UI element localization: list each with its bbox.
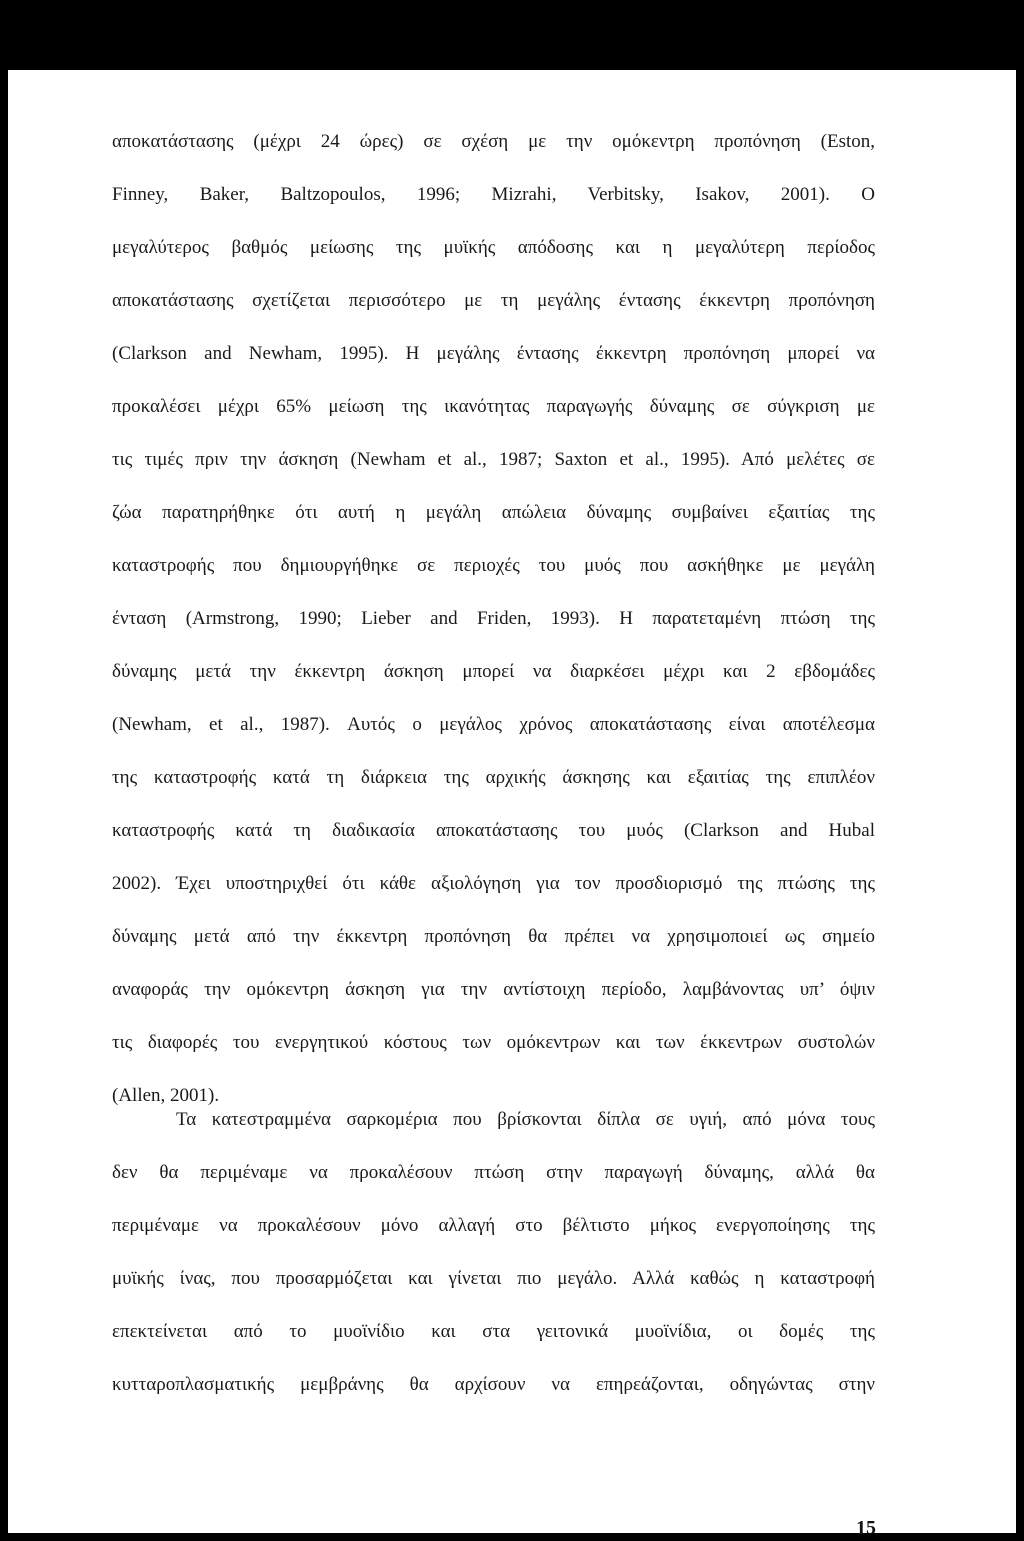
text-line: Τα κατεστραμμένα σαρκομέρια που βρίσκονται δίπλα σε υγιή, από μόνα τους	[176, 1109, 875, 1130]
text-line: τις διαφορές του ενεργητικού κόστους των ομόκεντρων και των έκκεντρων συστολών	[112, 1032, 875, 1053]
text-line: καταστροφής που δημιουργήθηκε σε περιοχές του μυός που ασκήθηκε με μεγάλη	[112, 555, 875, 576]
page-number: 15	[856, 1517, 876, 1539]
text-line: (Clarkson and Newham, 1995). Η μεγάλης έντασης έκκεντρη προπόνηση μπορεί να	[112, 343, 875, 364]
text-line: δεν θα περιμέναμε να προκαλέσουν πτώση στην παραγωγή δύναμης, αλλά θα	[112, 1162, 875, 1183]
text-line: περιμέναμε να προκαλέσουν μόνο αλλαγή στο βέλτιστο μήκος ενεργοποίησης της	[112, 1215, 875, 1236]
text-line: (Allen, 2001).	[112, 1085, 220, 1106]
text-line: καταστροφής κατά τη διαδικασία αποκατάστασης του μυός (Clarkson and Hubal	[112, 820, 875, 841]
text-line: δύναμης μετά από την έκκεντρη προπόνηση θα πρέπει να χρησιμοποιεί ως σημείο	[112, 926, 875, 947]
text-line: προκαλέσει μέχρι 65% μείωση της ικανότητας παραγωγής δύναμης σε σύγκριση με	[112, 396, 875, 417]
text-line: μεγαλύτερος βαθμός μείωσης της μυϊκής απόδοσης και η μεγαλύτερη περίοδος	[112, 237, 875, 258]
text-line: κυτταροπλασματικής μεμβράνης θα αρχίσουν να επηρεάζονται, οδηγώντας στην	[112, 1374, 875, 1395]
text-line: αναφοράς την ομόκεντρη άσκηση για την αντίστοιχη περίοδο, λαμβάνοντας υπ’ όψιν	[112, 979, 875, 1000]
text-line: αποκατάστασης (μέχρι 24 ώρες) σε σχέση με την ομόκεντρη προπόνηση (Eston,	[112, 131, 875, 152]
text-line: της καταστροφής κατά τη διάρκεια της αρχικής άσκησης και εξαιτίας της επιπλέον	[112, 767, 875, 788]
text-line: δύναμης μετά την έκκεντρη άσκηση μπορεί να διαρκέσει μέχρι και 2 εβδομάδες	[112, 661, 875, 682]
text-line: μυϊκής ίνας, που προσαρμόζεται και γίνεται πιο μεγάλο. Αλλά καθώς η καταστροφή	[112, 1268, 875, 1289]
document-page	[8, 70, 1016, 1539]
text-line: επεκτείνεται από το μυοϊνίδιο και στα γειτονικά μυοϊνίδια, οι δομές της	[112, 1321, 875, 1342]
text-line: Finney, Baker, Baltzopoulos, 1996; Mizrahi, Verbitsky, Isakov, 2001). Ο	[112, 184, 875, 205]
text-line: 2002). Έχει υποστηριχθεί ότι κάθε αξιολόγηση για τον προσδιορισμό της πτώσης της	[112, 873, 875, 894]
text-line: τις τιμές πριν την άσκηση (Newham et al., 1987; Saxton et al., 1995). Από μελέτες σε	[112, 449, 875, 470]
text-line: ένταση (Armstrong, 1990; Lieber and Friden, 1993). Η παρατεταμένη πτώση της	[112, 608, 875, 629]
text-line: (Newham, et al., 1987). Αυτός ο μεγάλος χρόνος αποκατάστασης είναι αποτέλεσμα	[112, 714, 875, 735]
text-line: ζώα παρατηρήθηκε ότι αυτή η μεγάλη απώλεια δύναμης συμβαίνει εξαιτίας της	[112, 502, 875, 523]
text-line: αποκατάστασης σχετίζεται περισσότερο με τη μεγάλης έντασης έκκεντρη προπόνηση	[112, 290, 875, 311]
